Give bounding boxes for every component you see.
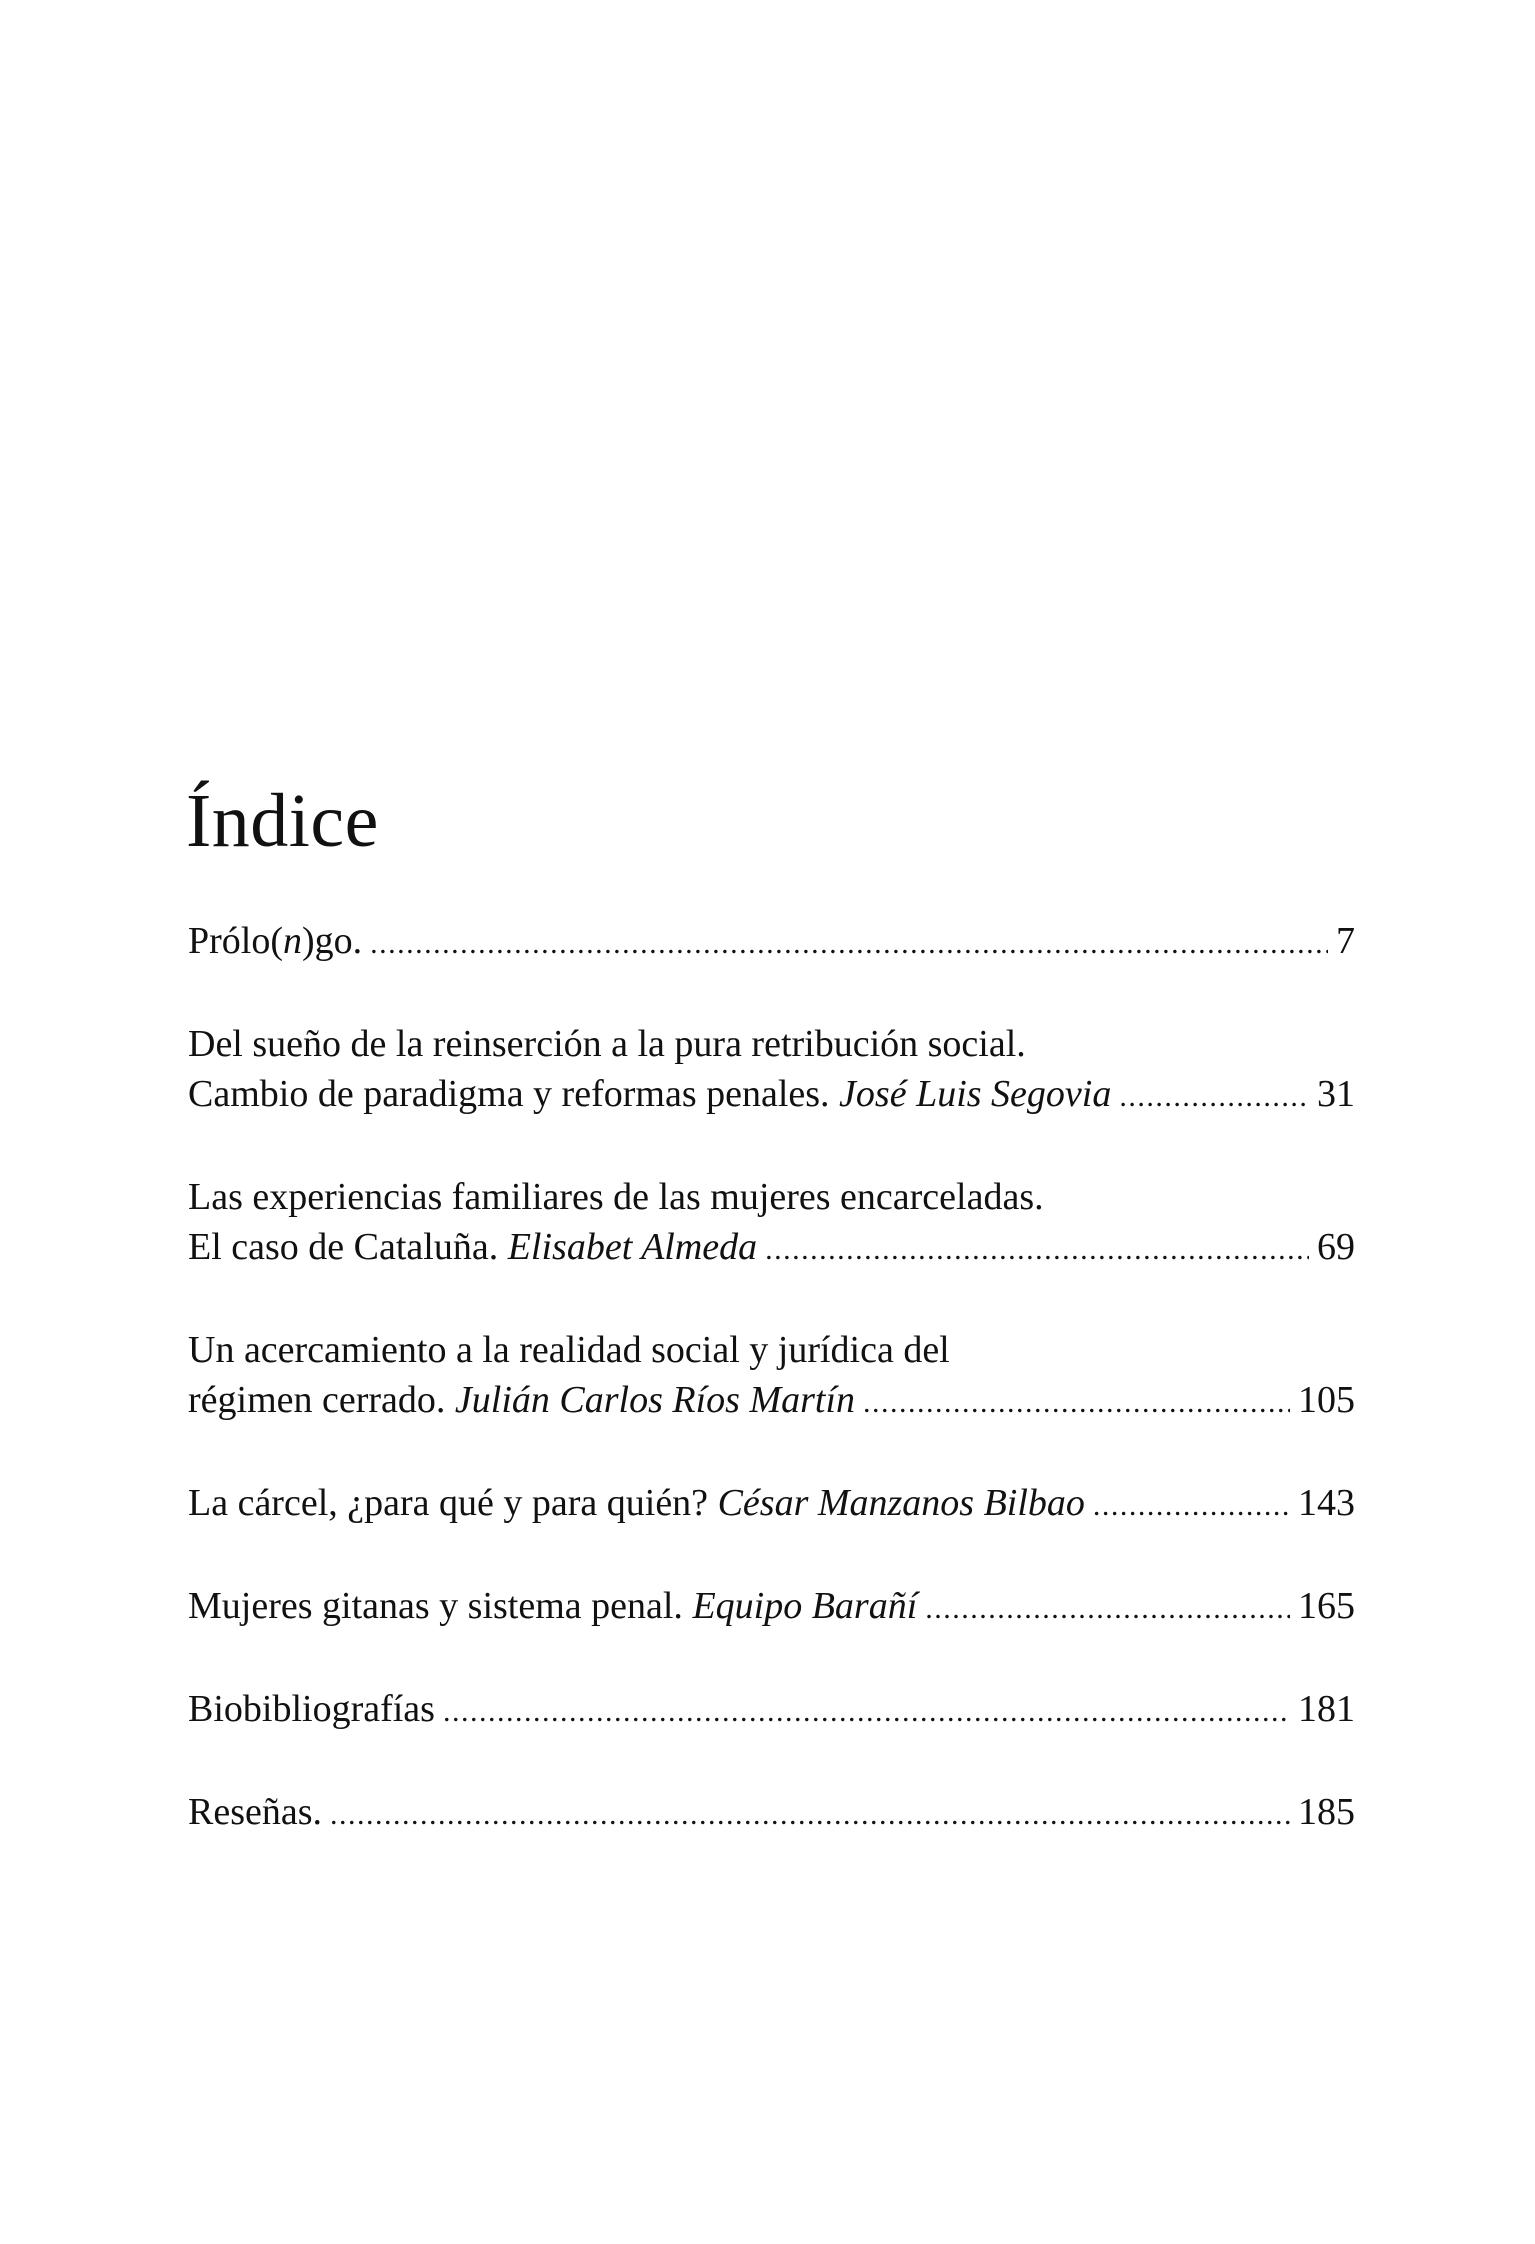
toc-title-part: )go. <box>302 920 363 962</box>
toc-page-number: 143 <box>1298 1482 1355 1524</box>
page-title: Índice <box>186 778 379 863</box>
toc-entry-almeda[interactable] <box>188 1172 1355 1275</box>
toc-entry-line <box>188 1222 1355 1275</box>
dot-leader <box>1119 1072 1309 1122</box>
toc-page-number: 31 <box>1317 1073 1355 1115</box>
toc-entry-line <box>188 1787 1355 1840</box>
toc-page-number: 181 <box>1298 1688 1355 1730</box>
toc-entry-line <box>188 1684 1355 1737</box>
dot-leader <box>765 1225 1309 1275</box>
toc-entry-biobibliografias[interactable] <box>188 1684 1355 1737</box>
toc-entry-resenas[interactable] <box>188 1787 1355 1840</box>
toc-entry-title: Biobibliografías <box>188 1688 435 1730</box>
toc-entry-title <box>188 916 362 966</box>
toc-entry-author: Elisabet Almeda <box>507 1226 758 1268</box>
dot-leader <box>863 1378 1290 1428</box>
toc-entry-title: Mujeres gitanas y sistema penal. <box>188 1585 683 1627</box>
toc-entry-line <box>188 1581 1355 1634</box>
toc-entry-title: Cambio de paradigma y reformas penales. <box>188 1073 830 1115</box>
toc-entry-author: César Manzanos Bilbao <box>717 1482 1085 1524</box>
dot-leader <box>370 919 1328 969</box>
toc-entry-line <box>188 1375 1355 1428</box>
toc-entry-title: Reseñas. <box>188 1791 323 1833</box>
toc-entry-author: Equipo Barañí <box>692 1585 918 1627</box>
toc-title-part: Prólo( <box>188 920 283 962</box>
toc-page-number: 105 <box>1298 1379 1355 1421</box>
toc-page-number: 185 <box>1298 1791 1355 1833</box>
toc-entry-line <box>188 1172 1355 1222</box>
dot-leader <box>443 1687 1290 1737</box>
toc-entry-manzanos[interactable] <box>188 1478 1355 1531</box>
dot-leader <box>1093 1481 1290 1531</box>
toc-entry-segovia[interactable] <box>188 1019 1355 1122</box>
toc-entry-prologo[interactable] <box>188 916 1355 969</box>
toc-entry-title: El caso de Cataluña. <box>188 1226 499 1268</box>
toc-entry-rios-martin[interactable] <box>188 1325 1355 1428</box>
table-of-contents <box>188 916 1355 1890</box>
toc-entry-title-line: Las experiencias familiares de las mujeres encarceladas. <box>188 1176 1044 1218</box>
toc-entry-title-line: Un acercamiento a la realidad social y jurídica del <box>188 1329 950 1371</box>
toc-entry-title-line: Del sueño de la reinserción a la pura retribución social. <box>188 1023 1026 1065</box>
toc-entry-line <box>188 1325 1355 1375</box>
dot-leader <box>925 1584 1290 1634</box>
toc-page-number: 7 <box>1336 920 1355 962</box>
dot-leader <box>330 1790 1290 1840</box>
toc-entry-line <box>188 1069 1355 1122</box>
toc-entry-author: Julián Carlos Ríos Martín <box>454 1379 855 1421</box>
toc-entry-line <box>188 1478 1355 1531</box>
toc-title-italic-part: n <box>283 920 302 962</box>
toc-entry-author: José Luis Segovia <box>839 1073 1112 1115</box>
toc-entry-title: régimen cerrado. <box>188 1379 446 1421</box>
toc-entry-line <box>188 916 1355 969</box>
toc-entry-barani[interactable] <box>188 1581 1355 1634</box>
toc-page-number: 165 <box>1298 1585 1355 1627</box>
toc-page-number: 69 <box>1317 1226 1355 1268</box>
toc-entry-title: La cárcel, ¿para qué y para quién? <box>188 1482 709 1524</box>
toc-entry-line <box>188 1019 1355 1069</box>
